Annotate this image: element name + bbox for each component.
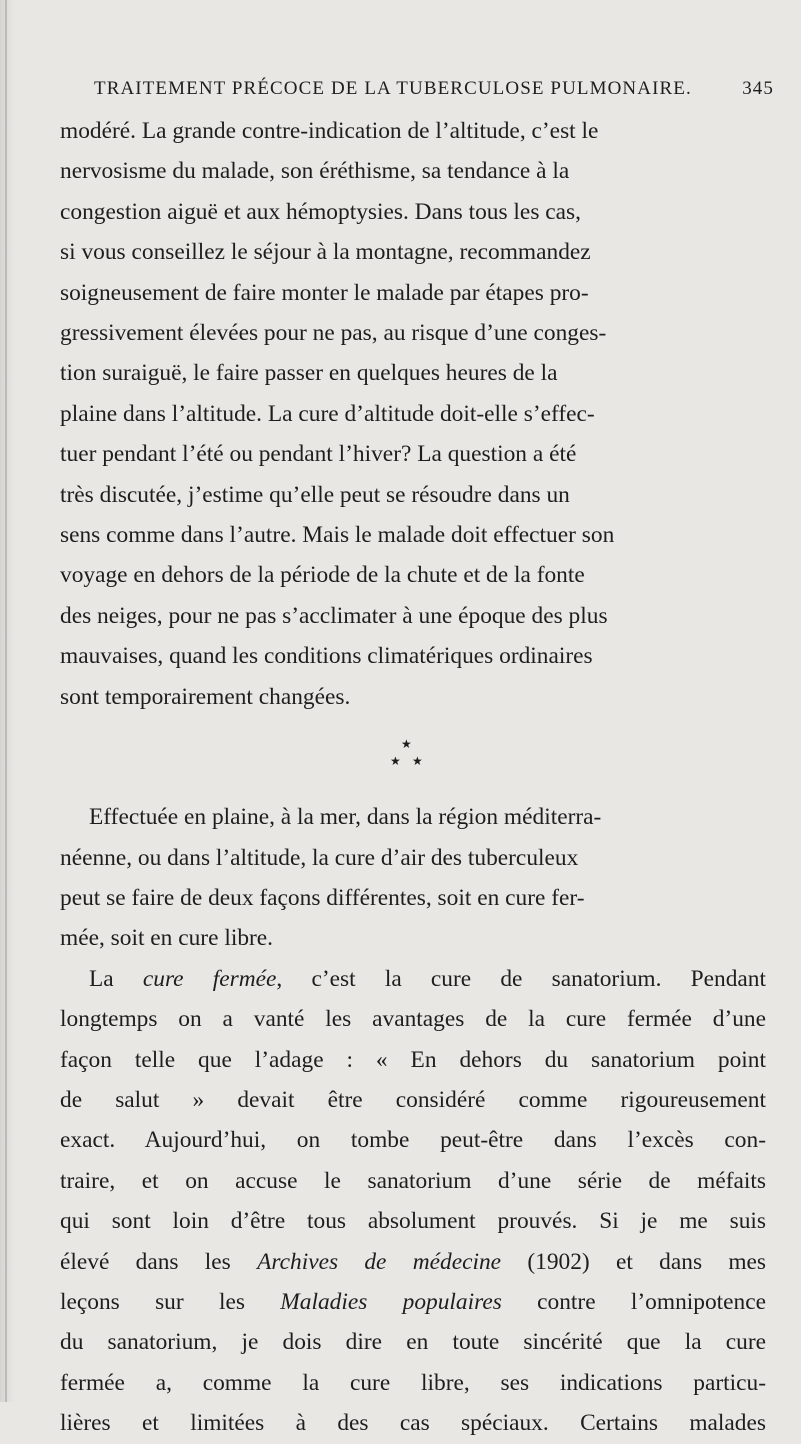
text-run: La xyxy=(89,965,143,992)
emphasis: Archives de médecine xyxy=(257,1248,502,1275)
paragraph-3 xyxy=(60,959,766,1444)
text-run: , c’est la cure de sanatorium. Pendant xyxy=(276,965,766,992)
text-line: tion suraiguë, le faire passer en quelques heures de la xyxy=(60,360,558,387)
text-line: modéré. La grande contre-indication de l’altitude, c’est le xyxy=(60,118,599,144)
text-line: des neiges, pour ne pas s’acclimater à une époque des plus xyxy=(60,602,608,629)
text-line: façon telle que l’adage : « En dehors du sanatorium point xyxy=(60,1046,766,1073)
text-line: tuer pendant l’été ou pendant l’hiver? La question a été xyxy=(60,441,577,468)
text-line: soigneusement de faire monter le malade par étapes pro- xyxy=(60,279,589,306)
text-line xyxy=(60,1282,766,1322)
text-line: du sanatorium, je dois dire en toute sincérité que la cure xyxy=(60,1329,766,1356)
text-run: contre l’omnipotence xyxy=(501,1288,766,1315)
text-line: lières et limitées à des cas spéciaux. Certains malades xyxy=(60,1410,766,1437)
text-line: très discutée, j’estime qu’elle peut se résoudre dans un xyxy=(60,481,570,508)
text-line: longtemps on a vanté les avantages de la cure fermée d’une xyxy=(60,1006,766,1033)
asterism xyxy=(60,717,766,797)
text-line: mauvaises, quand les conditions climatériques ordinaires xyxy=(60,643,593,670)
star-icon: ★ xyxy=(412,754,423,769)
text-line: nervosisme du malade, son éréthisme, sa tendance à la xyxy=(60,158,570,185)
text-run: leçons sur les xyxy=(60,1288,281,1315)
paragraph-2 xyxy=(60,797,766,959)
text-line: peut se faire de deux façons différentes, soit en cure fer- xyxy=(60,884,585,911)
text-line: néenne, ou dans l’altitude, la cure d’air des tuberculeux xyxy=(60,844,579,871)
emphasis: cure fermée xyxy=(142,965,277,992)
running-head-title: TRAITEMENT PRÉCOCE DE LA TUBERCULOSE PULMONAIRE. xyxy=(94,78,692,99)
text-run: élevé dans les xyxy=(60,1248,258,1275)
text-line xyxy=(60,1242,766,1282)
star-icon: ★ xyxy=(390,754,401,769)
star-icon: ★ xyxy=(401,737,412,752)
text-line: traire, et on accuse le sanatorium d’une série de méfaits xyxy=(60,1167,766,1194)
text-line: sont temporairement changées. xyxy=(60,683,351,710)
text-line: plaine dans l’altitude. La cure d’altitude doit-elle s’effec- xyxy=(60,400,595,427)
page-number: 345 xyxy=(742,78,774,99)
body-text xyxy=(60,111,766,1444)
paragraph-1 xyxy=(60,111,766,717)
text-line: gressivement élevées pour ne pas, au risque d’une conges- xyxy=(60,320,607,347)
text-line: fermée a, comme la cure libre, ses indications particu- xyxy=(60,1369,766,1396)
text-line: congestion aiguë et aux hémoptysies. Dans tous les cas, xyxy=(60,198,581,225)
text-line: qui sont loin d’être tous absolument prouvés. Si je me suis xyxy=(60,1208,766,1235)
text-line: voyage en dehors de la période de la chute et de la fonte xyxy=(60,562,585,589)
text-line: sens comme dans l’autre. Mais le malade doit effectuer son xyxy=(60,522,615,549)
text-line: de salut » devait être considéré comme rigoureusement xyxy=(60,1086,766,1113)
emphasis: Maladies populaires xyxy=(280,1288,502,1315)
text-line: si vous conseillez le séjour à la montagne, recommandez xyxy=(60,239,591,266)
text-line: exact. Aujourd’hui, on tombe peut-être dans l’excès con- xyxy=(60,1127,766,1154)
page-edge xyxy=(0,0,14,1402)
text-run: (1902) et dans mes xyxy=(501,1248,767,1275)
text-line xyxy=(60,959,766,999)
text-line: Effectuée en plaine, à la mer, dans la région méditerra- xyxy=(89,804,602,831)
text-line: mée, soit en cure libre. xyxy=(60,925,274,952)
